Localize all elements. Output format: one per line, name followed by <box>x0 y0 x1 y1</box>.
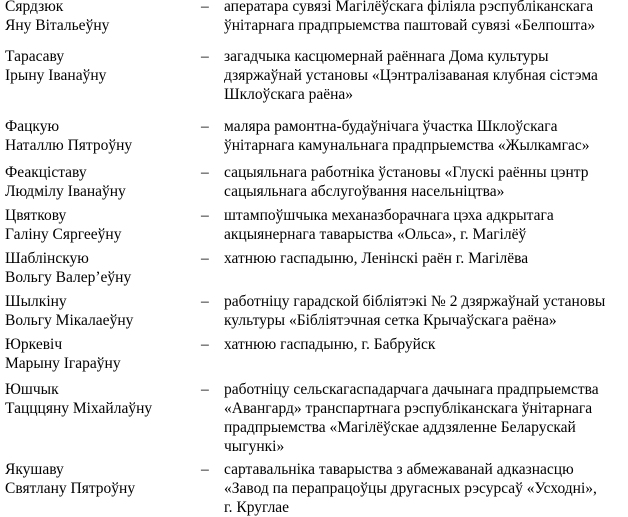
description-line: «Завод па перапрацоўцы другасных рэсурсаў «Усходні», <box>224 480 597 497</box>
recipient-name <box>5 206 195 244</box>
description-line: штампоўшчыка механазборачнага цэха адкрытага <box>224 207 554 224</box>
recipient-given-name: Яну Вітальеўну <box>5 17 110 34</box>
dash-separator: – <box>201 381 209 398</box>
description-line: прадпрыемства «Магілёўскае аддзяленне Беларускай <box>224 419 576 436</box>
description-line: работніцу гарадской бібліятэкі № 2 дзяржаўнай установы <box>224 293 606 310</box>
list-item <box>0 47 628 107</box>
recipient-given-name: Наталлю Пятроўну <box>5 137 133 154</box>
recipient-description <box>224 292 624 330</box>
description-line: аператара сувязі Магілёўскага філіяла рэспубліканскага <box>224 0 594 15</box>
recipient-name <box>5 47 195 85</box>
recipient-surname: Юркевіч <box>5 336 63 353</box>
list-item <box>0 335 628 375</box>
description-line: дзяржаўнай установы «Цэнтралізаваная клубная сістэма <box>224 67 598 84</box>
recipient-name <box>5 0 195 35</box>
recipient-name <box>5 335 195 373</box>
recipient-name <box>5 249 195 287</box>
description-line: хатнюю гаспадыню, г. Бабруйск <box>224 336 436 353</box>
recipient-description <box>224 117 624 155</box>
recipient-given-name: Марыну Ігараўну <box>5 355 121 372</box>
description-line: работніцу сельскагаспадарчага дачынага прадпрыемства <box>224 381 599 398</box>
description-line: г. Круглае <box>224 499 290 516</box>
description-line: ўнітарнага прадпрыемства паштовай сувязі «Белпошта» <box>224 17 596 34</box>
recipient-given-name: Людмілу Іванаўну <box>5 183 126 200</box>
dash-separator: – <box>201 207 209 224</box>
recipient-description <box>224 47 624 104</box>
list-item <box>0 163 628 203</box>
recipient-surname: Феакціставу <box>5 164 87 181</box>
recipient-description <box>224 0 624 35</box>
recipient-surname: Шаблінскую <box>5 250 89 267</box>
recipient-name <box>5 292 195 330</box>
recipient-name <box>5 163 195 201</box>
description-line: «Авангард» транспартнага рэспубліканскага ўнітарнага <box>224 400 593 417</box>
description-line: акцыянернага таварыства «Ольса», г. Магілёў <box>224 226 527 243</box>
recipient-given-name: Ірыну Іванаўну <box>5 67 107 84</box>
recipient-description <box>224 380 624 456</box>
list-item <box>0 380 628 458</box>
description-line: ўнітарнага камунальнага прадпрыемства «Жылкамгас» <box>224 137 590 154</box>
recipient-name <box>5 460 195 498</box>
description-line: чыгункі» <box>224 438 285 455</box>
recipient-surname: Сярдзюк <box>5 0 64 15</box>
dash-separator: – <box>201 336 209 353</box>
recipient-description <box>224 163 624 201</box>
description-line: хатнюю гаспадыню, Ленінскі раён г. Магілёва <box>224 250 529 267</box>
list-item <box>0 117 628 157</box>
recipient-description <box>224 335 624 354</box>
dash-separator: – <box>201 461 209 478</box>
recipient-surname: Тарасаву <box>5 48 65 65</box>
recipient-description <box>224 249 624 268</box>
dash-separator: – <box>201 0 209 15</box>
recipient-given-name: Вольгу Валер’еўну <box>5 269 132 286</box>
recipient-surname: Цвяткову <box>5 207 67 224</box>
recipient-description <box>224 460 624 517</box>
description-line: культуры «Бібліятэчная сетка Крычаўскага раёна» <box>224 312 557 329</box>
list-item <box>0 206 628 246</box>
dash-separator: – <box>201 250 209 267</box>
list-item <box>0 0 628 49</box>
recipient-surname: Фацкую <box>5 118 60 135</box>
recipient-given-name: Тацццяну Міхайлаўну <box>5 400 153 417</box>
description-line: загадчыка касцюмернай раённага Дома культуры <box>224 48 549 65</box>
dash-separator: – <box>201 118 209 135</box>
recipient-given-name: Галіну Сяргееўну <box>5 226 122 243</box>
dash-separator: – <box>201 48 209 65</box>
recipient-surname: Юшчык <box>5 381 59 398</box>
list-item <box>0 249 628 289</box>
description-line: сацыяльнага работніка ўстановы «Глускі раённы цэнтр <box>224 164 589 181</box>
recipient-name <box>5 380 195 418</box>
recipient-name <box>5 117 195 155</box>
recipient-surname: Якушаву <box>5 461 64 478</box>
list-item <box>0 460 628 514</box>
description-line: маляра рамонтна-будаўнічага ўчастка Шклоўскага <box>224 118 558 135</box>
description-line: сацыяльнага абслугоўвання насельніцтва» <box>224 183 505 200</box>
recipient-description <box>224 206 624 244</box>
recipient-given-name: Вольгу Мікалаеўну <box>5 312 134 329</box>
dash-separator: – <box>201 164 209 181</box>
dash-separator: – <box>201 293 209 310</box>
description-line: сартавальніка таварыства з абмежаванай адказнасцю <box>224 461 574 478</box>
description-line: Шклоўскага раёна» <box>224 86 354 103</box>
recipient-given-name: Святлану Пятроўну <box>5 480 136 497</box>
list-item <box>0 292 628 332</box>
recipient-surname: Шылкіну <box>5 293 67 310</box>
